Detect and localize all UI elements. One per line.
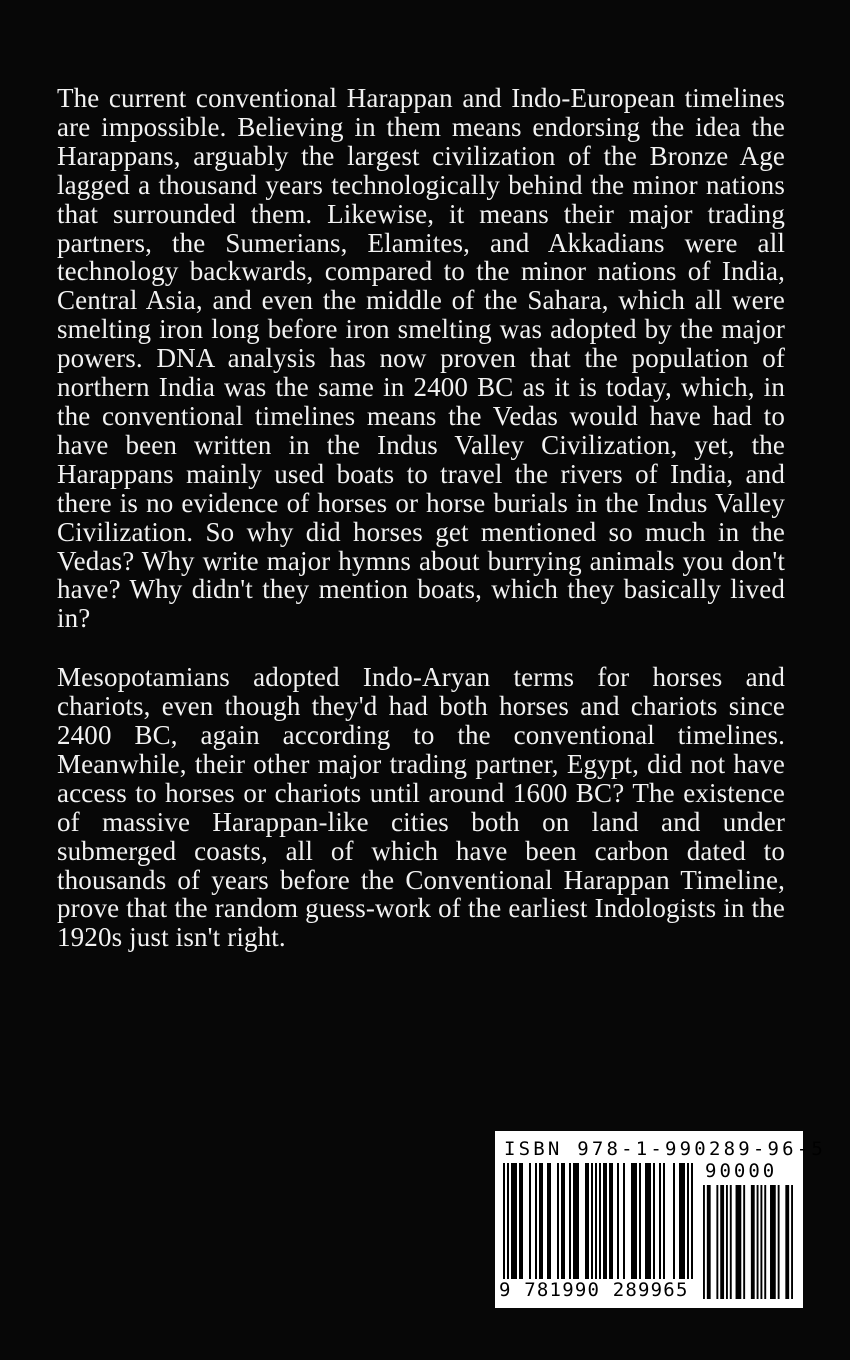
barcode-bar [770,1185,776,1299]
barcode-bar [730,1185,732,1299]
barcode-bar [539,1163,543,1281]
barcode-bar [653,1163,655,1281]
barcode-bar [511,1163,517,1281]
barcode-bar [547,1163,551,1281]
barcode-bar [603,1163,607,1281]
back-cover-blurb [57,84,785,952]
barcode-bar [659,1163,661,1281]
isbn-barcode [495,1131,827,1308]
barcode-bar [720,1185,724,1299]
barcode-bar [673,1163,675,1281]
barcode-bar [751,1185,755,1299]
barcode-bar [617,1163,619,1281]
barcode-bar [663,1163,665,1281]
barcode-bar [679,1163,685,1281]
price-addon-code: 90000 [705,1160,778,1182]
blurb-paragraph-1: The current conventional Harappan and Indo-European timelines are impossible. Believing in them means endorsing the idea the Harappans, arguably the largest civilization of the Bronze Age lagged a thousand years technologically behind the minor nations that surrounded them. Likewise, it means their major trading partners, the Sumerians, Elamites, and Akkadians were all technology backwards, compared to the minor nations of India, Central Asia, and even the middle of the Sahara, which all were smelting iron long before iron smelting was adopted by the major powers. DNA analysis has now proven that the population of northern India was the same in 2400 BC as it is today, which, in the conventional timelines means the Vedas would have had to have been written in the Indus Valley Civilization, yet, the Harappans mainly used boats to travel the rivers of India, and there is no evidence of horses or horse burials in the Indus Valley Civilization. So why did horses get mentioned so much in the Vedas? Why write major hymns about burrying animals you don't have? Why didn't they mention boats, which they basically lived in? [57,83,785,634]
barcode-bar [743,1185,745,1299]
blurb-paragraph-2: Mesopotamians adopted Indo-Aryan terms for horses and chariots, even though they'd had both horses and chariots since 2400 BC, again according to the conventional timelines. Meanwhile, their other major trading partner, Egypt, did not have access to horses or chariots until around 1600 BC? The existence of massive Harappan-like cities both on land and under submerged coasts, all of which have been carbon dated to thousands of years before the Conventional Harappan Timeline, prove that the random guess-work of the earliest Indologists in the 1920s just isn't right. [57,662,785,953]
barcode-bar [631,1163,637,1281]
barcode-bar [785,1185,789,1299]
barcode-bar [569,1163,571,1281]
barcode-bar [573,1163,579,1281]
barcode-bar [736,1185,742,1299]
barcode-bar [519,1163,523,1281]
isbn-number: ISBN 978-1-990289-96-5 [504,1138,827,1160]
barcode-bar [760,1185,762,1299]
barcode-bar [623,1163,625,1281]
barcode-bar [764,1185,766,1299]
ean-digits: 9 781990 289965 [497,1279,693,1301]
barcode-bar [557,1163,559,1281]
barcode-bar [609,1163,613,1281]
barcode-bar [707,1185,711,1299]
barcode-bar [778,1185,780,1299]
barcode-bar [645,1163,651,1281]
barcode-bar [703,1185,705,1299]
barcode-bar [757,1185,759,1299]
barcode-bar [791,1185,793,1299]
barcode-bar [585,1163,589,1281]
barcode-bar [535,1163,537,1281]
barcode-bar [529,1163,531,1281]
barcode-bar [561,1163,565,1281]
price-addon-bars [703,1185,793,1299]
barcode-bar [591,1163,593,1281]
barcode-bar [726,1185,728,1299]
barcode-bar [639,1163,641,1281]
barcode-bar [716,1185,718,1299]
